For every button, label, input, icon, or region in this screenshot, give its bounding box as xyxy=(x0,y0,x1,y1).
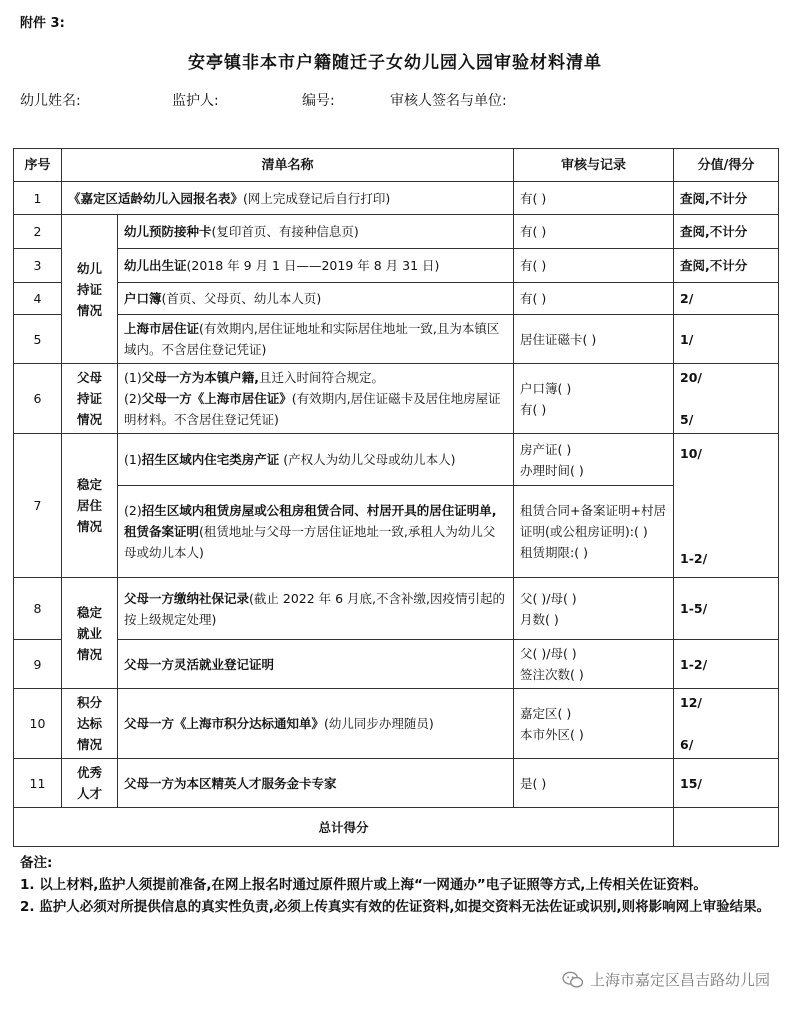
child-name-field: 幼儿姓名: xyxy=(20,93,81,109)
row-num: 10 xyxy=(14,689,62,759)
number-field: 编号: xyxy=(302,93,335,109)
row-num: 3 xyxy=(14,249,62,283)
note-item-1: 1. 以上材料,监护人须提前准备,在网上报名时通过原件照片或上海“一网通办”电子证照等方式,上传相关佐证资料。 xyxy=(20,877,707,893)
document-title: 安亭镇非本市户籍随迁子女幼儿园入园审验材料清单 xyxy=(188,53,602,73)
row-record: 有( ) xyxy=(514,215,674,249)
row-num: 2 xyxy=(14,215,62,249)
category-employment: 稳定 就业 情况 xyxy=(62,578,118,689)
row-record: 是( ) xyxy=(514,759,674,808)
row-score: 15/ xyxy=(674,759,779,808)
table-row xyxy=(14,215,779,249)
row-record: 户口簿( ) 有( ) xyxy=(514,364,674,434)
row-record: 嘉定区( ) 本市外区( ) xyxy=(514,689,674,759)
row-num: 8 xyxy=(14,578,62,640)
table-row xyxy=(14,640,779,689)
note-item-2: 2. 监护人必须对所提供信息的真实性负责,必须上传真实有效的佐证资料,如提交资料无法佐证或识别,则将影响网上审验结果。 xyxy=(20,899,771,915)
table-row xyxy=(14,434,779,486)
row-name-bold: 父母一方《上海市积分达标通知单》 xyxy=(124,716,325,731)
row-score: 查阅,不计分 xyxy=(674,182,779,215)
row-score: 1/ xyxy=(674,315,779,364)
row-num: 7 xyxy=(14,434,62,578)
total-row xyxy=(14,808,779,847)
table-row xyxy=(14,486,779,578)
row-name-rest: (2018 年 9 月 1 日——2019 年 8 月 31 日) xyxy=(186,258,440,273)
row-record: 父( )/母( ) 签注次数( ) xyxy=(514,640,674,689)
row-name-rest: (网上完成登记后自行打印) xyxy=(243,190,391,206)
col-header-name: 清单名称 xyxy=(62,149,514,182)
row-score: 2/ xyxy=(674,283,779,315)
row-name xyxy=(118,315,514,364)
row-num: 11 xyxy=(14,759,62,808)
notes-section xyxy=(20,852,780,918)
row-name xyxy=(118,364,514,434)
row-name-bold: 父母一方缴纳社保记录 xyxy=(124,590,250,606)
row-name-bold: 《嘉定区适龄幼儿入园报名表》 xyxy=(68,190,244,206)
row-name xyxy=(118,578,514,640)
row-score: 12/ 6/ xyxy=(674,689,779,759)
row-7-record-2: 租赁合同+备案证明+村居证明(或公租房证明):( ) 租赁期限:( ) xyxy=(514,486,674,578)
row-name-rest: (有效期内,居住证地址和实际居住地址一致,且为本镇区域内。不含居住登记凭证) xyxy=(124,321,500,357)
row-7-sub-1: (1)招生区域内住宅类房产证 (产权人为幼儿父母或幼儿本人) xyxy=(118,434,514,486)
col-header-num: 序号 xyxy=(14,149,62,182)
row-name xyxy=(62,182,514,215)
row-record: 居住证磁卡( ) xyxy=(514,315,674,364)
notes-title: 备注: xyxy=(20,855,53,871)
row-score: 1-2/ xyxy=(674,640,779,689)
row-name-bold: 幼儿出生证 xyxy=(124,258,187,273)
row-6-line-1: (1)父母一方为本镇户籍,且迁入时间符合规定。 xyxy=(124,370,384,385)
row-num: 4 xyxy=(14,283,62,315)
row-score: 10/ 1-2/ xyxy=(674,434,779,578)
row-name-bold: 上海市居住证 xyxy=(124,321,200,336)
row-name xyxy=(118,689,514,759)
row-name xyxy=(118,249,514,283)
category-points: 积分 达标 情况 xyxy=(62,689,118,759)
table-row xyxy=(14,759,779,808)
row-score: 1-5/ xyxy=(674,578,779,640)
row-num: 6 xyxy=(14,364,62,434)
table-header-row xyxy=(14,149,779,182)
row-num: 5 xyxy=(14,315,62,364)
row-record: 有( ) xyxy=(514,249,674,283)
row-score: 查阅,不计分 xyxy=(674,249,779,283)
row-name-bold: 父母一方灵活就业登记证明 xyxy=(124,656,275,672)
row-score: 20/ 5/ xyxy=(674,364,779,434)
materials-table xyxy=(13,148,779,847)
reviewer-field: 审核人签名与单位: xyxy=(390,93,507,109)
row-name-bold: 户口簿 xyxy=(124,291,162,306)
row-num: 9 xyxy=(14,640,62,689)
row-record: 有( ) xyxy=(514,182,674,215)
table-row xyxy=(14,578,779,640)
row-record: 父( )/母( ) 月数( ) xyxy=(514,578,674,640)
col-header-record: 审核与记录 xyxy=(514,149,674,182)
row-name-bold: 幼儿预防接种卡 xyxy=(124,224,212,239)
row-num: 1 xyxy=(14,182,62,215)
table-row xyxy=(14,249,779,283)
row-name xyxy=(118,283,514,315)
row-record: 有( ) xyxy=(514,283,674,315)
table-row xyxy=(14,364,779,434)
row-name-rest: (截止 2022 年 6 月底,不含补缴,因疫情引起的按上级规定处理) xyxy=(124,590,505,627)
row-name xyxy=(118,215,514,249)
watermark xyxy=(562,969,770,990)
table-row xyxy=(14,283,779,315)
watermark-text: 上海市嘉定区昌吉路幼儿园 xyxy=(589,971,770,989)
category-parent: 父母 持证 情况 xyxy=(62,364,118,434)
category-residence: 稳定 居住 情况 xyxy=(62,434,118,578)
category-child: 幼儿 持证 情况 xyxy=(62,215,118,364)
table-row xyxy=(14,182,779,215)
col-header-score: 分值/得分 xyxy=(674,149,779,182)
wechat-icon xyxy=(562,971,584,989)
row-name-rest: (幼儿同步办理随员) xyxy=(324,716,434,731)
row-name-rest: (复印首页、有接种信息页) xyxy=(211,224,359,239)
table-row xyxy=(14,315,779,364)
table-row xyxy=(14,689,779,759)
row-score: 查阅,不计分 xyxy=(674,215,779,249)
row-7-record-1: 房产证( ) 办理时间( ) xyxy=(514,434,674,486)
row-name-bold: 父母一方为本区精英人才服务金卡专家 xyxy=(124,775,337,791)
attachment-label: 附件 3: xyxy=(20,16,65,31)
row-6-line-2: (2)父母一方《上海市居住证》(有效期内,居住证磁卡及居住地房屋证明材料。不含居住登记凭证) xyxy=(124,391,501,427)
category-talent: 优秀 人才 xyxy=(62,759,118,808)
row-7-sub-2: (2)招生区域内租赁房屋或公租房租赁合同、村居开具的居住证明单,租赁备案证明(租赁地址与父母一方居住证地址一致,承租人为幼儿父母或幼儿本人) xyxy=(118,486,514,578)
total-label: 总计得分 xyxy=(14,808,674,847)
total-score xyxy=(674,808,779,847)
row-name xyxy=(118,759,514,808)
row-name xyxy=(118,640,514,689)
guardian-field: 监护人: xyxy=(172,93,219,109)
row-name-rest: (首页、父母页、幼儿本人页) xyxy=(161,291,322,306)
